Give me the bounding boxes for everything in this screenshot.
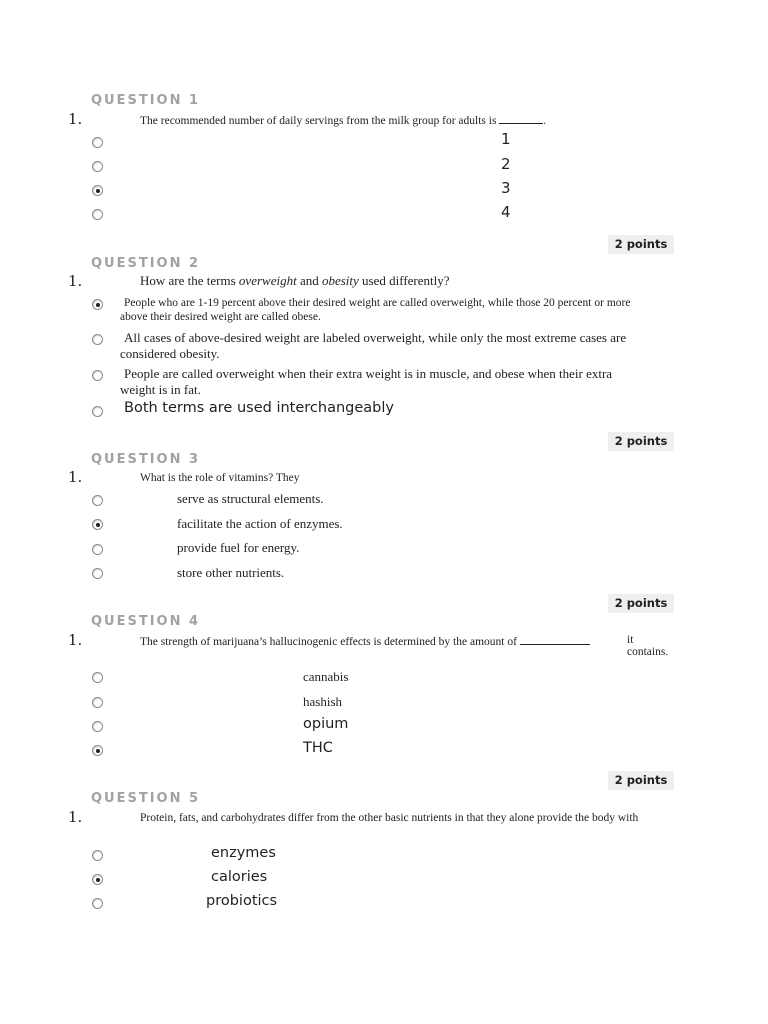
stem-text: The recommended number of daily servings from the milk group for adults is: [140, 115, 497, 127]
q4-option-radio[interactable]: [92, 697, 103, 708]
q3-option-radio-selected[interactable]: [92, 519, 103, 530]
q4-option-radio[interactable]: [92, 721, 103, 732]
q5-option-label: probiotics: [206, 893, 278, 909]
question-stem: [140, 634, 590, 648]
q1-option-radio[interactable]: [92, 209, 103, 220]
q3-option-radio[interactable]: [92, 495, 103, 506]
q1-option-radio[interactable]: [92, 161, 103, 172]
question-number: 1.: [68, 468, 83, 486]
q5-option-label: enzymes: [211, 845, 276, 861]
q1-option-label: 3: [501, 179, 511, 197]
q4-option-label: cannabis: [303, 669, 349, 684]
question-number: 1.: [68, 110, 83, 128]
question-stem: [140, 273, 450, 289]
q2-option-label: People who are 1-19 percent above their desired weight are called overweight, while those 20 percent or more above their desired weight are called obese.: [120, 297, 631, 324]
points-badge: 2 points: [608, 771, 674, 790]
points-badge: 2 points: [608, 594, 674, 613]
q2-option-label: All cases of above-desired weight are labeled overweight, while only the most extreme cases are considered obesity.: [120, 330, 627, 362]
q2-option-radio[interactable]: [92, 370, 103, 381]
answer-blank: [520, 634, 590, 645]
q5-option-radio[interactable]: [92, 850, 103, 861]
question-heading: QUESTION 3: [91, 452, 201, 467]
q3-option-radio[interactable]: [92, 544, 103, 555]
question-heading: QUESTION 1: [91, 93, 201, 108]
stem-end: it contains.: [627, 634, 669, 658]
question-number: 1.: [68, 808, 83, 826]
q3-option-label: store other nutrients.: [177, 565, 285, 580]
q5-option-label: calories: [211, 869, 268, 885]
question-number: 1.: [68, 631, 83, 649]
question-heading: QUESTION 5: [91, 791, 201, 806]
stem-term: obesity: [321, 273, 359, 288]
q4-option-radio[interactable]: [92, 672, 103, 683]
stem-text: [627, 634, 673, 658]
q1-option-label: 4: [501, 203, 511, 221]
stem-term: overweight: [238, 273, 297, 288]
q2-option-radio[interactable]: [92, 406, 103, 417]
q1-option-radio-selected[interactable]: [92, 185, 103, 196]
q3-option-radio[interactable]: [92, 568, 103, 579]
question-heading: QUESTION 4: [91, 614, 201, 629]
stem-text: used differently?: [358, 273, 450, 288]
q2-option-label: Both terms are used interchangeably: [124, 400, 394, 416]
question-heading: QUESTION 2: [91, 256, 201, 271]
q4-option-radio-selected[interactable]: [92, 745, 103, 756]
q2-option-radio[interactable]: [92, 334, 103, 345]
stem-end: .: [543, 115, 547, 127]
q3-option-label: serve as structural elements.: [177, 491, 324, 506]
q4-option-label: THC: [303, 740, 333, 756]
q2-option-radio-selected[interactable]: [92, 299, 103, 310]
points-badge: 2 points: [608, 235, 674, 254]
q3-option-label: provide fuel for energy.: [177, 540, 300, 555]
question-number: 1.: [68, 272, 83, 290]
question-stem: What is the role of vitamins? They: [140, 472, 300, 484]
q1-option-label: 2: [501, 155, 511, 173]
stem-text: How are the terms: [140, 273, 239, 288]
q1-option-radio[interactable]: [92, 137, 103, 148]
q5-option-radio-selected[interactable]: [92, 874, 103, 885]
q2-option-label: People are called overweight when their extra weight is in muscle, and obese when their extra weight is in fat.: [120, 366, 613, 398]
question-stem: [140, 113, 546, 127]
question-stem: Protein, fats, and carbohydrates differ from the other basic nutrients in that they alone provide the body with: [140, 812, 639, 824]
q4-option-label: opium: [303, 716, 349, 732]
stem-text: and: [296, 273, 322, 288]
stem-text: The strength of marijuana’s hallucinogenic effects is determined by the amount of: [140, 636, 517, 648]
answer-blank: [499, 113, 543, 124]
q1-option-label: 1: [501, 130, 511, 148]
q5-option-radio[interactable]: [92, 898, 103, 909]
q4-option-label: hashish: [303, 694, 342, 709]
q3-option-label: facilitate the action of enzymes.: [177, 516, 343, 531]
points-badge: 2 points: [608, 432, 674, 451]
